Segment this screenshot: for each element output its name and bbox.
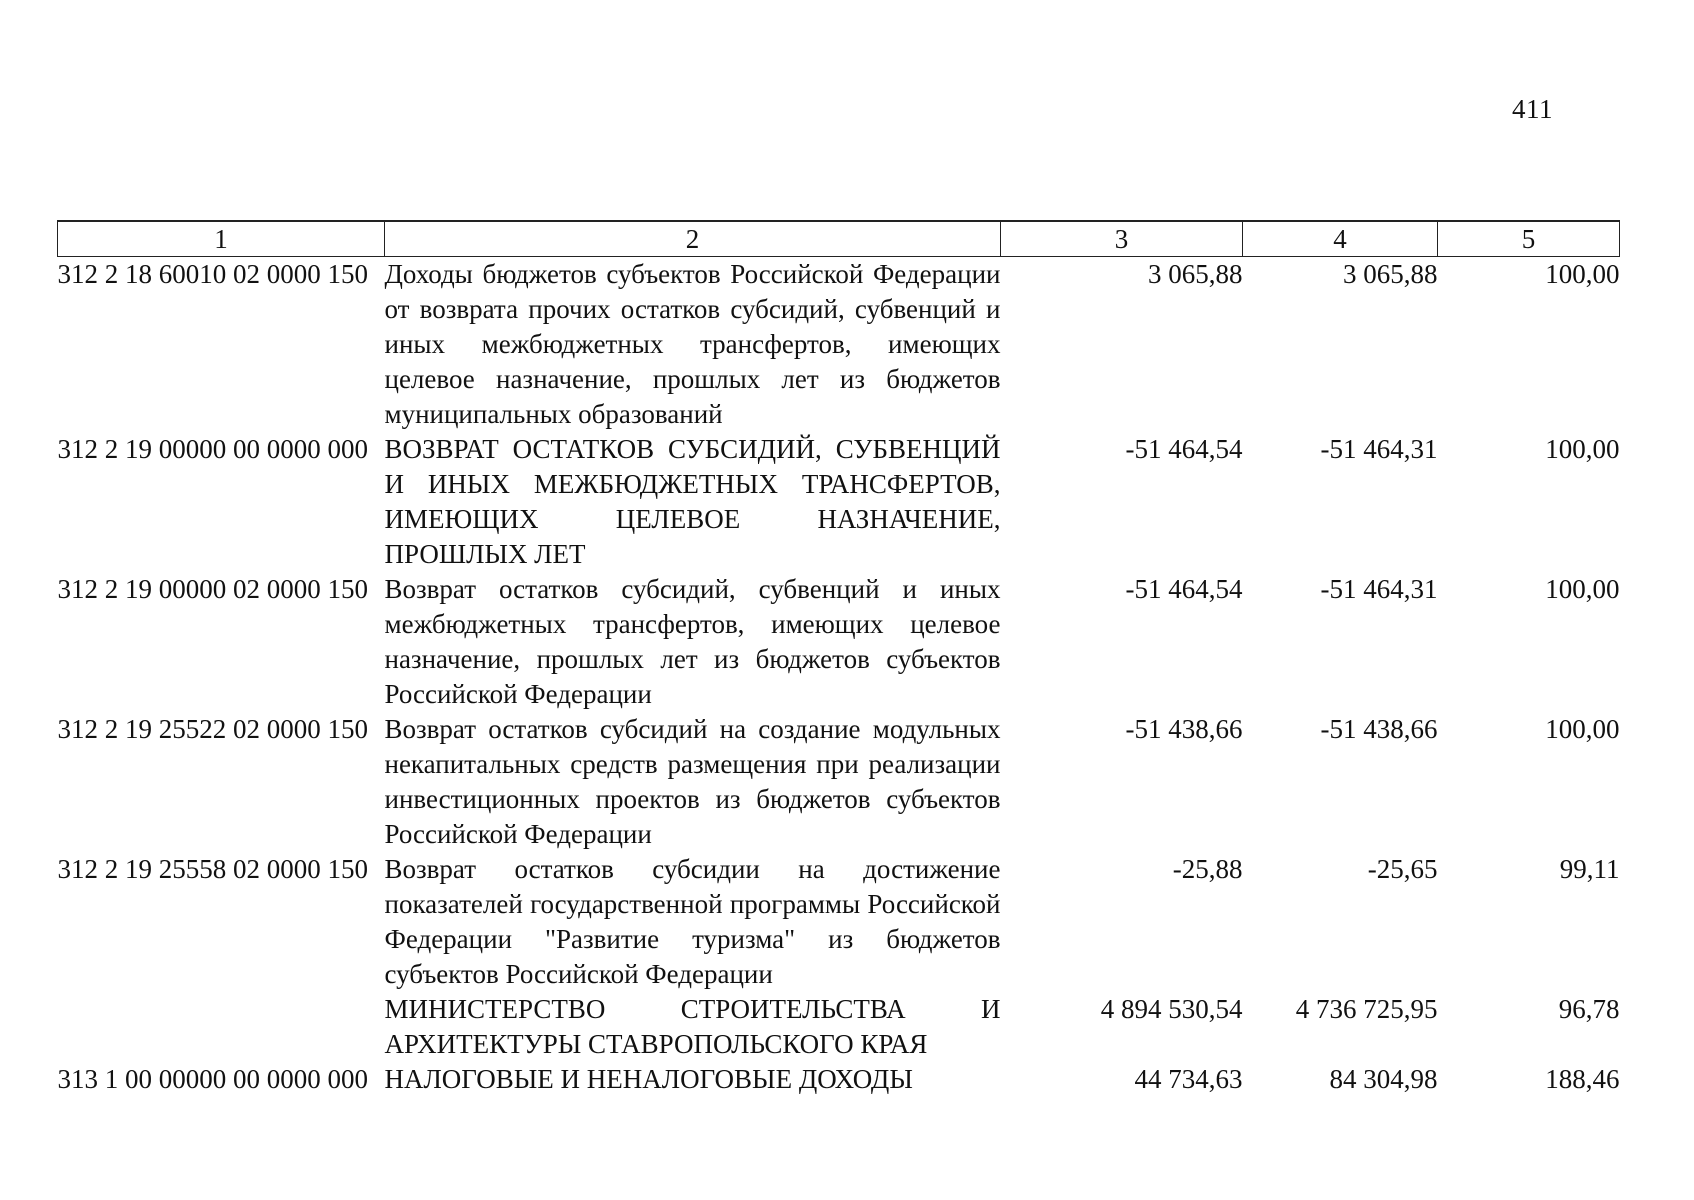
row-col4: -51 464,31 bbox=[1320, 434, 1438, 464]
page-number: 411 bbox=[1512, 94, 1553, 124]
row-col5: 100,00 bbox=[1545, 434, 1620, 464]
row-name: НАЛОГОВЫЕ И НЕНАЛОГОВЫЕ ДОХОДЫ bbox=[384, 1064, 913, 1094]
row-col3: -51 464,54 bbox=[1125, 434, 1243, 464]
row-name: МИНИСТЕРСТВО СТРОИТЕЛЬСТВА И АРХИТЕКТУРЫ СТАВРОПОЛЬСКОГО КРАЯ bbox=[384, 994, 1001, 1059]
row-col4: 84 304,98 bbox=[1329, 1064, 1438, 1094]
table-row bbox=[58, 257, 1620, 433]
row-col4: -25,65 bbox=[1367, 854, 1438, 884]
row-col4: 4 736 725,95 bbox=[1295, 994, 1438, 1024]
row-col5: 100,00 bbox=[1545, 574, 1620, 604]
budget-table bbox=[57, 220, 1620, 1097]
row-col3: -51 438,66 bbox=[1125, 714, 1243, 744]
row-code: 312 2 19 25558 02 0000 150 bbox=[57, 854, 368, 884]
row-code: 312 2 19 00000 02 0000 150 bbox=[57, 574, 368, 604]
row-col5: 100,00 bbox=[1545, 714, 1620, 744]
row-code: 313 1 00 00000 00 0000 000 bbox=[57, 1064, 368, 1094]
row-name: Доходы бюджетов субъектов Российской Федерации от возврата прочих остатков субсидий, субвенций и иных межбюджетных трансфертов, имеющих целевое назначение, прошлых лет из бюджетов муниципальных образований bbox=[384, 259, 1001, 429]
table-body bbox=[58, 257, 1620, 1098]
table-row bbox=[58, 1062, 1620, 1097]
header-col-3: 3 bbox=[1001, 221, 1243, 257]
row-code: 312 2 19 25522 02 0000 150 bbox=[57, 714, 368, 744]
row-col4: -51 438,66 bbox=[1320, 714, 1438, 744]
table-row bbox=[58, 572, 1620, 712]
row-col3: 4 894 530,54 bbox=[1100, 994, 1243, 1024]
row-col4: 3 065,88 bbox=[1343, 259, 1438, 289]
table-row bbox=[58, 992, 1620, 1062]
table-row bbox=[58, 712, 1620, 852]
row-code: 312 2 19 00000 00 0000 000 bbox=[57, 434, 368, 464]
row-name: Возврат остатков субсидии на достижение показателей государственной программы Российской Федерации "Развитие туризма" из бюджетов субъектов Российской Федерации bbox=[384, 854, 1001, 989]
header-row bbox=[58, 221, 1620, 257]
table-header bbox=[58, 221, 1620, 257]
header-col-5: 5 bbox=[1438, 221, 1620, 257]
row-col5: 99,11 bbox=[1559, 854, 1620, 884]
row-col3: -51 464,54 bbox=[1125, 574, 1243, 604]
row-name: Возврат остатков субсидий, субвенций и иных межбюджетных трансфертов, имеющих целевое назначение, прошлых лет из бюджетов субъектов Российской Федерации bbox=[384, 574, 1001, 709]
row-col3: -25,88 bbox=[1172, 854, 1243, 884]
row-col5: 100,00 bbox=[1545, 259, 1620, 289]
row-col3: 3 065,88 bbox=[1148, 259, 1243, 289]
row-col5: 96,78 bbox=[1558, 994, 1620, 1024]
row-col4: -51 464,31 bbox=[1320, 574, 1438, 604]
table-row bbox=[58, 852, 1620, 992]
header-col-4: 4 bbox=[1243, 221, 1438, 257]
row-code bbox=[58, 992, 385, 1062]
row-col5: 188,46 bbox=[1545, 1064, 1620, 1094]
row-name: Возврат остатков субсидий на создание модульных некапитальных средств размещения при реализации инвестиционных проектов из бюджетов субъектов Российской Федерации bbox=[384, 714, 1001, 849]
row-code: 312 2 18 60010 02 0000 150 bbox=[57, 259, 368, 289]
row-name: ВОЗВРАТ ОСТАТКОВ СУБСИДИЙ, СУБВЕНЦИЙ И ИНЫХ МЕЖБЮДЖЕТНЫХ ТРАНСФЕРТОВ, ИМЕЮЩИХ ЦЕЛЕВОЕ НАЗНАЧЕНИЕ, ПРОШЛЫХ ЛЕТ bbox=[384, 434, 1001, 569]
table-row bbox=[58, 432, 1620, 572]
header-col-2: 2 bbox=[385, 221, 1001, 257]
row-col3: 44 734,63 bbox=[1134, 1064, 1243, 1094]
header-col-1: 1 bbox=[58, 221, 385, 257]
